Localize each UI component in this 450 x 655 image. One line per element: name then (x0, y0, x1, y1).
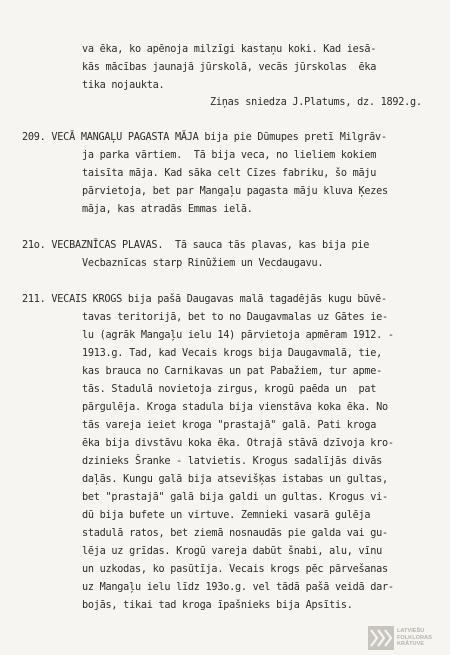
text-line: uz Mangaļu ielu līdz 193o.g. vel tādā pašā veidā dar- (82, 582, 394, 593)
text-line: lēja uz grīdas. Krogū vareja dabūt šnabi, alu, vīnu (82, 546, 383, 557)
text-line: stadulā ratos, bet ziemā nosnaudās pie galda vai gu- (82, 528, 388, 539)
text-line: pārvietoja, bet par Mangaļu pagasta māju kluva Ķezes (82, 186, 388, 197)
text-line: ja parka vārtiem. Tā bija veca, no lieliem kokiem (82, 150, 377, 161)
archive-logo-icon (368, 626, 394, 650)
text-line: kas brauca no Carnikavas un pat Pabažiem, tur apme- (82, 366, 383, 377)
text-line: Vecbaznīcas starp Rinūžiem un Vecdaugavu. (82, 258, 324, 269)
text-line: bojās, tikai tad kroga īpašnieks bija Apsītis. (82, 600, 353, 611)
text-line: bet "prastajā" galā bija galdi un gultas. Krogus vi- (82, 492, 388, 503)
text-line: 211. VECAIS KROGS bija pašā Daugavas malā tagadējās kugu būvē- (22, 294, 387, 305)
text-line: ēka bija divstāvu koka ēka. Otrajā stāvā dzīvoja kro- (82, 438, 394, 449)
text-line: tās vareja ieiet kroga "prastajā" galā. Pati kroga (82, 420, 377, 431)
text-line: daļās. Kungu galā bija atsevišķas istabas un gultas, (82, 474, 388, 485)
text-line: Ziņas sniedza J.Platums, dz. 1892.g. (210, 97, 422, 108)
text-line: lu (agrāk Mangaļu ielu 14) pārvietoja apmēram 1912. - (82, 330, 394, 341)
text-line: tās. Stadulā novietoja zirgus, krogū paēda un pat (82, 384, 377, 395)
text-line: taisīta māja. Kad sāka celt Cīzes fabriku, šo māju (82, 168, 377, 179)
text-line: pārgulēja. Kroga stadula bija vienstāva koka ēka. No (82, 402, 388, 413)
text-line: va ēka, ko apēnoja milzīgi kastaņu koki. Kad iesā- (82, 44, 377, 55)
text-line: 21o. VECBAZNĪCAS PLAVAS. Tā sauca tās plavas, kas bija pie (22, 240, 370, 251)
archive-logo (368, 626, 446, 650)
text-line: kās mācības jaunajā jūrskolā, vecās jūrskolas ēka (82, 62, 377, 73)
text-line: dzinieks Šranke - latvietis. Krogus sadalījās divās (82, 456, 383, 467)
text-line: un uzkodas, ko pasūtīja. Vecais krogs pēc pārvešanas (82, 564, 388, 575)
archive-logo-mark (368, 626, 394, 650)
archive-logo-text: LATVIEŠU FOLKLORAS KRĀTUVE (397, 628, 432, 648)
text-line: tika nojaukta. (82, 80, 165, 91)
text-line: 1913.g. Tad, kad Vecais krogs bija Daugavmalā, tie, (82, 348, 383, 359)
text-line: māja, kas atradās Emmas ielā. (82, 204, 253, 215)
text-line: tavas teritorijā, bet to no Daugavmalas uz Gātes ie- (82, 312, 388, 323)
text-line: 209. VECĀ MANGAĻU PAGASTA MĀJA bija pie Dūmupes pretī Milgrāv- (22, 132, 387, 143)
text-line: dū bija bufete un virtuve. Zemnieki vasarā gulēja (82, 510, 371, 521)
